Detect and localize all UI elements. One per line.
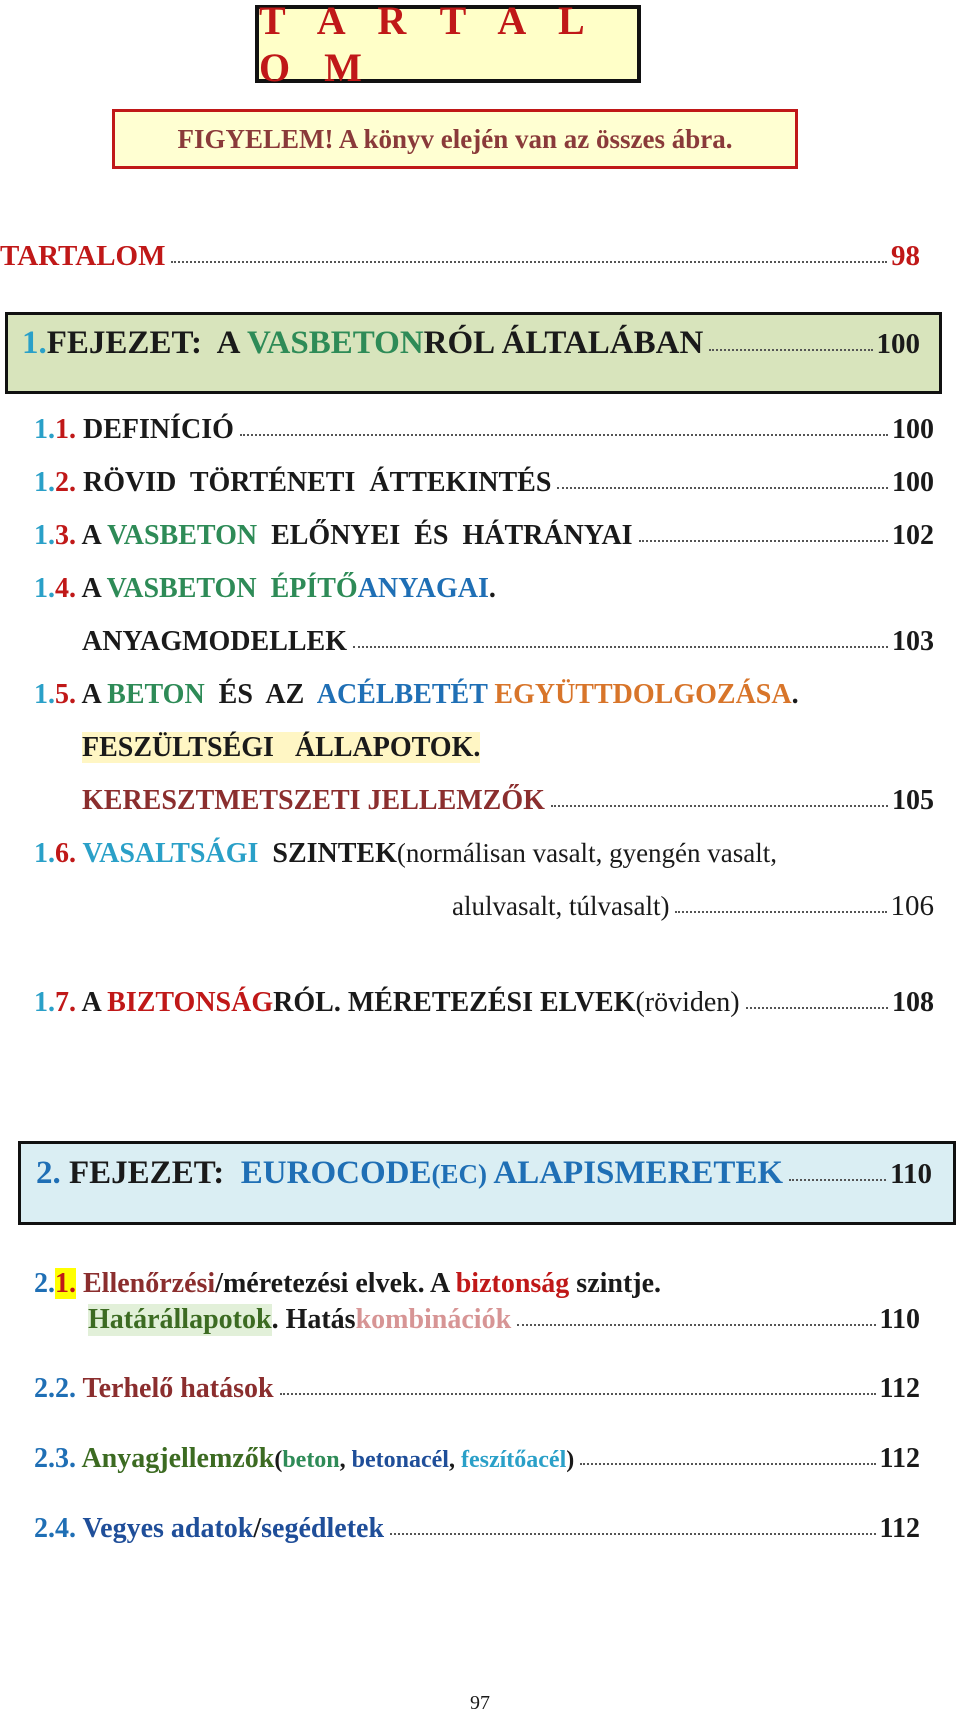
section-subtitle: , <box>339 1447 352 1473</box>
dot-leader <box>390 1533 876 1535</box>
dot-leader <box>240 434 888 436</box>
section-title: szintje. <box>569 1268 662 1299</box>
page-number: 97 <box>470 1692 490 1714</box>
toc-page-number: 100 <box>892 467 934 498</box>
section-num: 4. <box>55 573 76 604</box>
toc-entry-label: TARTALOM <box>0 240 166 272</box>
section-title: kombinációk <box>355 1304 512 1335</box>
chapter-label-part: FEJEZET: <box>60 1155 241 1191</box>
section-num: 1. <box>34 520 55 551</box>
section-subtitle: ) <box>566 1447 575 1473</box>
section-title: Terhelő hatások <box>76 1373 274 1404</box>
section-title: VASALTSÁGI <box>82 838 259 869</box>
chapter-number: 1. <box>22 325 47 361</box>
section-num: 4. <box>55 1513 76 1544</box>
section-title: RÖVID TÖRTÉNETI ÁTTEKINTÉS <box>76 467 552 498</box>
toc-entry-1-3[interactable] <box>34 520 934 552</box>
title-box <box>255 0 641 90</box>
section-title: VASBETON <box>106 573 257 604</box>
section-title: VASBETON <box>107 520 258 551</box>
section-title: BIZTONSÁG <box>107 987 274 1018</box>
section-num: 1. <box>34 987 55 1018</box>
chapter-label-part: VASBETON <box>246 325 424 361</box>
toc-entry-1-5[interactable] <box>34 679 799 711</box>
section-num: 1. <box>55 1268 76 1299</box>
section-title: A <box>76 520 108 551</box>
dot-leader <box>709 349 872 351</box>
section-title: ANYAGAI <box>357 573 489 604</box>
dot-leader <box>353 646 888 648</box>
section-num: 1. <box>34 467 55 498</box>
section-num: 2. <box>55 467 76 498</box>
toc-entry-2-1-cont[interactable] <box>88 1304 920 1336</box>
toc-page-number: 106 <box>890 890 934 922</box>
section-num: 3. <box>55 520 76 551</box>
section-num: 1. <box>34 838 55 869</box>
section-title: biztonság <box>455 1268 570 1299</box>
chapter-label-part: ALAPISMERETEK <box>486 1155 784 1191</box>
section-num: 1. <box>34 414 55 445</box>
section-num: 7. <box>55 987 76 1018</box>
toc-page-number: 110 <box>879 1304 920 1335</box>
toc-page-number: 98 <box>891 240 920 272</box>
toc-entry-1-4-cont[interactable] <box>82 626 934 658</box>
toc-chapter-2[interactable] <box>36 1155 932 1192</box>
section-subtitle: (röviden) <box>635 987 740 1018</box>
toc-entry-1-2[interactable] <box>34 467 934 499</box>
section-title: /méretezési elvek. A <box>215 1268 456 1299</box>
section-title: Anyagjellemzők <box>76 1443 275 1474</box>
section-num: 6. <box>55 838 76 869</box>
toc-entry-2-3[interactable] <box>34 1443 920 1475</box>
section-subtitle: alulvasalt, túlvasalt) <box>452 891 670 921</box>
section-title: / <box>253 1513 262 1544</box>
dot-leader <box>517 1324 875 1326</box>
toc-entry-1-6[interactable] <box>34 838 777 870</box>
section-title: EGYÜTTDOLGOZÁSA <box>494 679 792 710</box>
section-num: 5. <box>55 679 76 710</box>
section-title: A <box>76 573 107 604</box>
section-num: 1. <box>34 679 55 710</box>
chapter-number: 2. <box>36 1155 61 1191</box>
toc-entry-1-7[interactable] <box>34 987 934 1019</box>
dot-leader <box>746 1007 888 1009</box>
section-title: ÉPÍTŐ <box>256 573 358 604</box>
section-title: . Hatás <box>271 1304 356 1335</box>
dot-leader <box>580 1463 875 1465</box>
section-num: 2. <box>34 1443 55 1474</box>
toc-page-number: 112 <box>879 1443 920 1474</box>
section-title: ACÉLBETÉT <box>316 679 488 710</box>
toc-entry-tartalom[interactable] <box>0 240 920 273</box>
section-title: Vegyes adatok <box>76 1513 254 1544</box>
section-title: segédletek <box>261 1513 385 1544</box>
section-num: 2. <box>34 1268 55 1299</box>
section-title: . <box>791 679 799 710</box>
toc-page-number: 100 <box>876 328 920 360</box>
section-num: 1. <box>55 414 76 445</box>
toc-page-number: 102 <box>892 520 934 551</box>
dot-leader <box>557 487 888 489</box>
section-title: DEFINÍCIÓ <box>76 414 234 445</box>
toc-entry-2-4[interactable] <box>34 1513 920 1545</box>
dot-leader <box>789 1179 886 1181</box>
section-subtitle: beton <box>282 1447 340 1473</box>
toc-page-number: 108 <box>892 987 934 1018</box>
dot-leader <box>639 540 888 542</box>
section-num: 3. <box>55 1443 76 1474</box>
toc-entry-1-4[interactable] <box>34 573 496 605</box>
toc-page-number: 100 <box>892 414 934 445</box>
section-num: 1. <box>34 573 55 604</box>
dot-leader <box>551 805 888 807</box>
section-subtitle: betonacél <box>351 1447 449 1473</box>
section-num: 2. <box>55 1373 76 1404</box>
toc-entry-2-2[interactable] <box>34 1373 920 1405</box>
section-title: A <box>76 679 108 710</box>
section-subtitle: (normálisan vasalt, gyengén vasalt, <box>396 838 778 868</box>
toc-page-number: 103 <box>892 626 934 657</box>
toc-chapter-1[interactable] <box>22 325 920 362</box>
toc-page-number: 112 <box>879 1513 920 1544</box>
section-title: SZINTEK <box>258 838 397 869</box>
section-title: ANYAGMODELLEK <box>82 626 348 657</box>
dot-leader <box>171 261 887 263</box>
section-subtitle: , <box>448 1447 461 1473</box>
section-title: BETON <box>107 679 205 710</box>
section-title: ELŐNYEI ÉS HÁTRÁNYAI <box>257 520 633 551</box>
section-subtitle: ( <box>274 1447 283 1473</box>
section-subtitle: feszítőacél <box>460 1447 567 1473</box>
section-title: RÓL. MÉRETEZÉSI ELVEK <box>273 987 636 1018</box>
chapter-label-part: RÓL ÁLTALÁBAN <box>423 325 704 361</box>
chapter-label-part: FEJEZET: A <box>46 325 247 361</box>
toc-entry-1-6-cont[interactable] <box>452 890 934 923</box>
section-title: Ellenőrzési <box>76 1268 216 1299</box>
toc-entry-2-1[interactable] <box>34 1268 661 1300</box>
toc-entry-1-5-line3[interactable] <box>82 785 934 817</box>
section-title: KERESZTMETSZETI JELLEMZŐK <box>82 785 545 816</box>
section-title: ÉS AZ <box>204 679 317 710</box>
notice-box <box>112 109 798 169</box>
section-title: . <box>488 573 496 604</box>
dot-leader <box>675 911 886 913</box>
chapter-label-part: EUROCODE <box>240 1155 432 1191</box>
page-title: T A R T A L O M <box>259 0 595 90</box>
toc-entry-1-1[interactable] <box>34 414 934 446</box>
toc-page-number: 112 <box>879 1373 920 1404</box>
section-title: Határállapotok <box>88 1304 272 1335</box>
toc-page-number: 110 <box>890 1158 932 1190</box>
chapter-label-part: (EC) <box>431 1159 487 1189</box>
dot-leader <box>280 1393 876 1395</box>
toc-page-number: 105 <box>892 785 934 816</box>
section-num: 2. <box>34 1373 55 1404</box>
toc-entry-1-5-line2[interactable] <box>82 732 480 764</box>
notice-text: FIGYELEM! A könyv elején van az összes ábra. <box>177 123 733 154</box>
section-title: FESZÜLTSÉGI ÁLLAPOTOK. <box>82 732 481 763</box>
section-title: A <box>76 987 108 1018</box>
section-num: 2. <box>34 1513 55 1544</box>
